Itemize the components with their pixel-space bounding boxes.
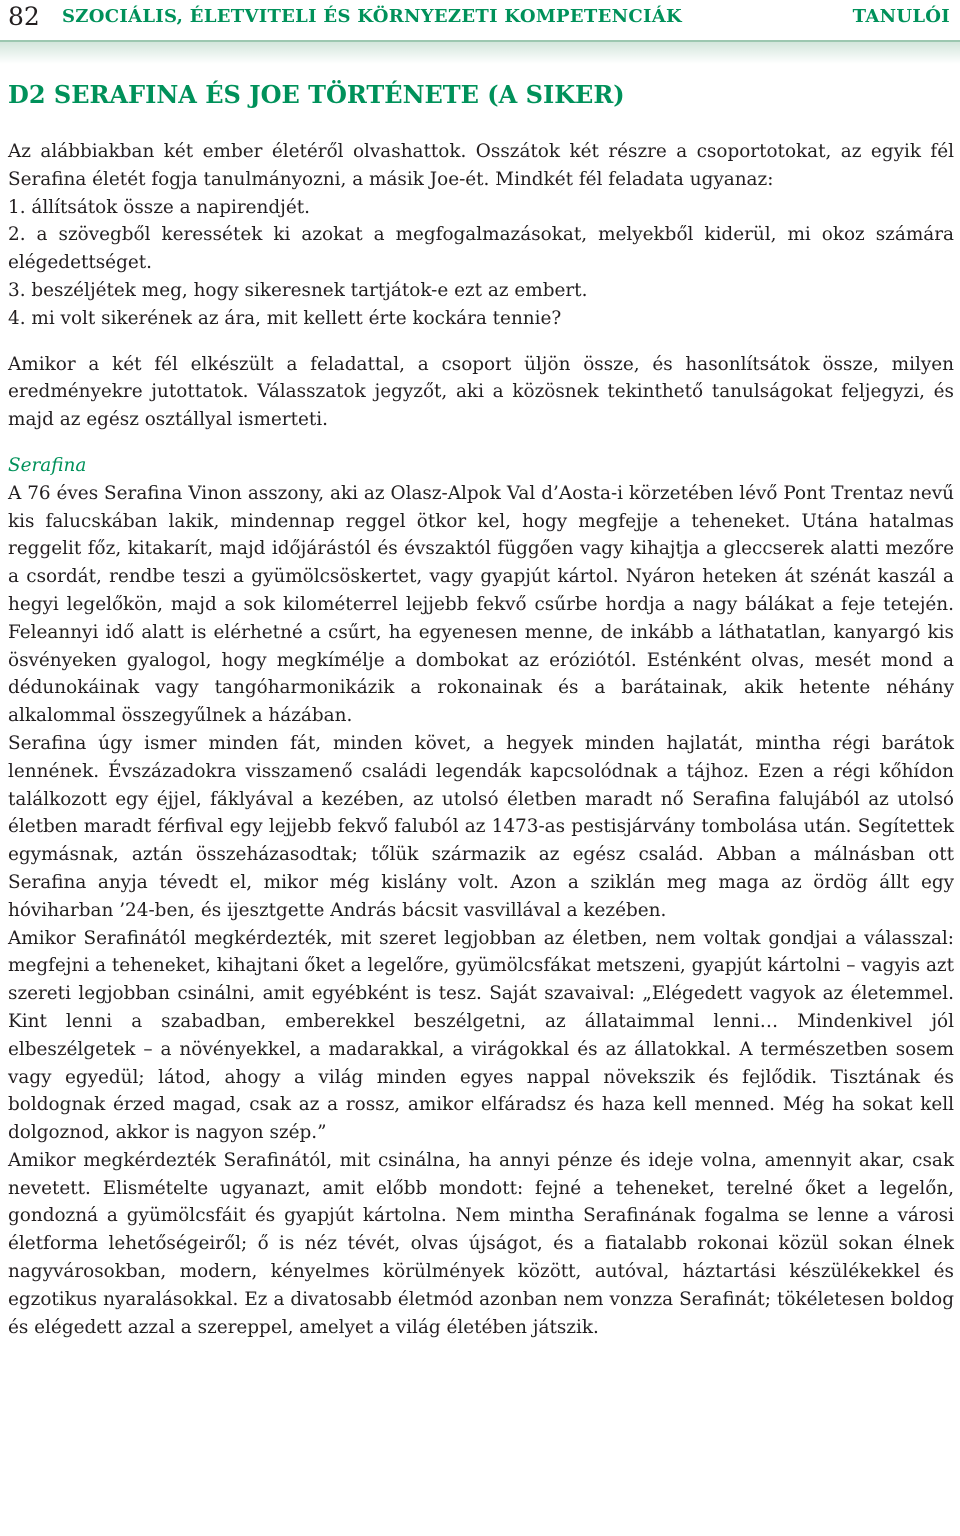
running-header-label: TANULÓI [852,6,950,27]
story-heading: Serafina [8,454,87,476]
task-item-4: 4. mi volt sikerének az ára, mit kellett érte kockára tennie? [8,307,562,329]
header-divider-line [0,40,960,42]
page-body [8,138,954,1341]
header-divider [0,40,960,68]
story-paragraph-4: Amikor megkérdezték Serafinától, mit csinálna, ha annyi pénze és ideje volna, amennyit akar, csak nevetett. Elismételte ugyanazt, amit előbb mondott: fejné a teheneket, terelné őket a legelőn, gondozná a gyümölcsfáit és gyapjút kártolna. Nem mintha Serafinának fogalma se lenne a városi életforma lehetőségeiről; ő is néz tévét, olvas újságot, és a fiatalabb rokonai közül sokan élnek nagyvárosokban, modern, kényelmes körülmények között, autóval, háztartási készülékekkel és egzotikus nyaralásokkal. Ez a divatosabb életmód azonban nem vonzza Serafinát; tökéletesen boldog és elégedett azzal a szereppel, amelyet a világ életében játszik. [8,1149,954,1338]
spacer [8,434,954,452]
intro-paragraph: Az alábbiakban két ember életéről olvashattok. Osszátok két részre a csoportotokat, az egyik fél Serafina életét fogja tanulmányozni, a másik Joe-ét. Mindkét fél feladata ugyanaz: [8,141,954,190]
followup-paragraph: Amikor a két fél elkészült a feladattal, a csoport üljön össze, és hasonlítsátok össze, milyen eredményekre jutottatok. Válasszatok jegyzőt, aki a közösnek tekinthető tanulságokat feljegyzi, és majd az egész osztállyal ismerteti. [8,353,954,431]
story-paragraph-2: Serafina úgy ismer minden fát, minden követ, a hegyek minden hajlatát, mintha régi barátok lennének. Évszázadokra visszamenő családi legendák kapcsolódnak a tájhoz. Ezen a régi kőhídon találkozott egy éjjel, fáklyával a kezében, az utolsó életben maradt nő Serafina falujából az utolsó életben maradt férfival egy lejjebb fekvő faluból az 1473-as pestisjárvány tombolása után. Segítettek egymásnak, aztán összeházasodtak; tőlük származik az egész család. Abban a málnásban ott Serafina anyja tévedt el, mikor még kislány volt. Azon a sziklán meg maga az ördög állt egy hóviharban ’24-ben, és ijesztgette András bácsit vasvillával a kezében. [8,732,954,921]
running-header-title: SZOCIÁLIS, ÉLETVITELI ÉS KÖRNYEZETI KOMPETENCIÁK [62,6,682,27]
task-item-3: 3. beszéljétek meg, hogy sikeresnek tartjátok-e ezt az embert. [8,279,588,301]
task-item-1: 1. állítsátok össze a napirendjét. [8,196,310,218]
story-paragraph-3: Amikor Serafinától megkérdezték, mit szeret legjobban az életben, nem voltak gondjai a válasszal: megfejni a teheneket, kihajtani őket a legelőre, gyümölcsfákat metszeni, gyapjút kártolni – vagyis azt szereti legjobban csinálni, amit egyébként is tesz. Saját szavaival: „Elégedett vagyok az életemmel. Kint lenni a szabadban, emberekkel beszélgetni, az állataimmal lenni… Mindenkivel jól elbeszélgetek – a növényekkel, a madarakkal, a virágokkal és az állatokkal. A természetben sosem vagy egyedül; látod, ahogy a világ minden egyes nappal növekszik és fejlődik. Tisztának és boldognak érzed magad, csak az a rossz, amikor elfáradsz és haza kell menned. Még ha sokat kell dolgoznod, akkor is nagyon szép.” [8,927,954,1144]
page-number: 82 [8,2,40,31]
section-title: D2 SERAFINA ÉS JOE TÖRTÉNETE (A SIKER) [8,80,625,109]
task-item-2: 2. a szövegből keressétek ki azokat a megfogalmazásokat, melyekből kiderül, mi okoz számára elégedettséget. [8,224,954,274]
spacer [8,333,954,351]
page-header [0,0,960,36]
story-paragraph-1: A 76 éves Serafina Vinon asszony, aki az Olasz-Alpok Val d’Aosta-i körzetében lévő Pont Trentaz nevű kis falucskában lakik, mindennap reggel ötkor kel, hogy megfejje a teheneket. Utána hatalmas reggelit főz, kitakarít, majd időjárástól és évszaktól függően vagy kihajtja a gleccserek alatti mezőre a csordát, rendbe teszi a gyümölcsöskertet, vagy gyapjút kártol. Nyáron heteken át szénát kaszál a hegyi legelőkön, majd a sok kilométerrel lejjebb fekvő csűrbe hordja a nagy bálákat a feje tetején. Feleannyi idő alatt is elérhetné a csűrt, ha egyenesen menne, de inkább a láthatatlan, kanyargó kis ösvényeken gyalogol, hogy megkímélje a dombokat az eróziótól. Esténként olvas, mesét mond a dédunokáinak vagy tangóharmonikázik a rokonainak és a barátainak, akik hetente néhány alkalommal összegyűlnek a házában. [8,482,954,727]
